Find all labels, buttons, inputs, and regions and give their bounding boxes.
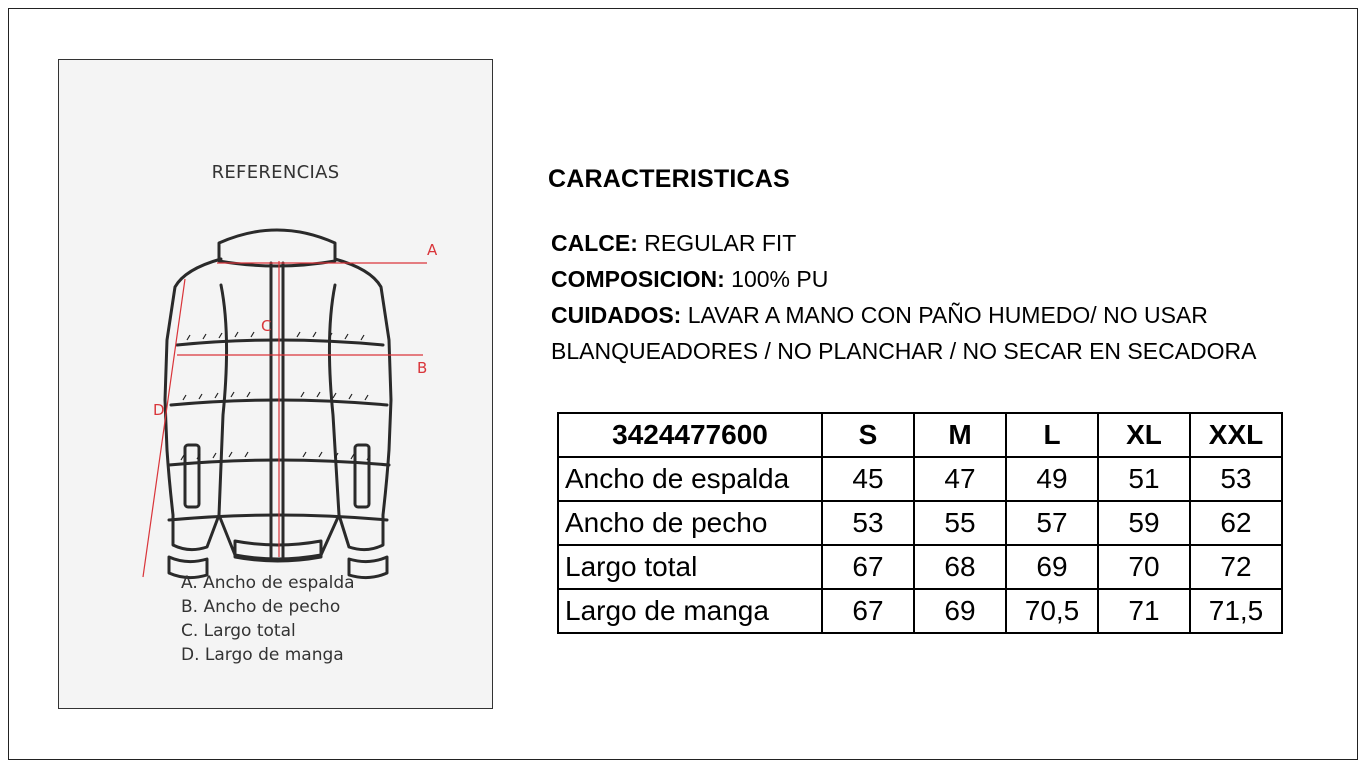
marker-a: A [427, 241, 437, 259]
table-cell: 55 [914, 501, 1006, 545]
table-cell: 57 [1006, 501, 1098, 545]
table-header-row [558, 413, 1282, 457]
composicion-value: 100% PU [731, 266, 829, 292]
row-label: Largo total [558, 545, 822, 589]
size-table [557, 412, 1283, 634]
table-cell: 68 [914, 545, 1006, 589]
reference-title: REFERENCIAS [211, 162, 340, 183]
spec-cuidados-cont [551, 333, 1331, 369]
spec-calce [551, 225, 1331, 261]
quilt-stitches [181, 332, 370, 460]
table-cell: 51 [1098, 457, 1190, 501]
table-cell: 47 [914, 457, 1006, 501]
table-row [558, 589, 1282, 633]
calce-value: REGULAR FIT [644, 230, 797, 256]
row-label: Ancho de pecho [558, 501, 822, 545]
marker-c: C [261, 317, 272, 335]
table-cell: 53 [822, 501, 914, 545]
size-header-xxl: XXL [1190, 413, 1282, 457]
reference-card [58, 59, 493, 709]
table-cell: 53 [1190, 457, 1282, 501]
size-header-xl: XL [1098, 413, 1190, 457]
size-header-m: M [914, 413, 1006, 457]
jacket-illustration [137, 215, 437, 595]
table-cell: 69 [914, 589, 1006, 633]
measure-line-d [143, 279, 185, 577]
left-pocket [185, 445, 199, 507]
table-cell: 62 [1190, 501, 1282, 545]
table-cell: 69 [1006, 545, 1098, 589]
table-cell: 72 [1190, 545, 1282, 589]
table-row [558, 501, 1282, 545]
marker-d: D [153, 401, 165, 419]
table-cell: 71 [1098, 589, 1190, 633]
table-cell: 49 [1006, 457, 1098, 501]
composicion-label: COMPOSICION: [551, 266, 725, 292]
cuidados-value-line2: BLANQUEADORES / NO PLANCHAR / NO SECAR EN SECADORA [551, 338, 1257, 364]
jacket-collar [219, 230, 335, 266]
table-cell: 67 [822, 545, 914, 589]
table-row [558, 457, 1282, 501]
table-row [558, 545, 1282, 589]
right-cuff [349, 557, 387, 578]
table-cell: 59 [1098, 501, 1190, 545]
table-cell: 67 [822, 589, 914, 633]
row-label: Ancho de espalda [558, 457, 822, 501]
row-label: Largo de manga [558, 589, 822, 633]
spec-composicion [551, 261, 1331, 297]
size-header-l: L [1006, 413, 1098, 457]
cuidados-label: CUIDADOS: [551, 302, 682, 328]
table-cell: 71,5 [1190, 589, 1282, 633]
table-cell: 70,5 [1006, 589, 1098, 633]
characteristics-list [551, 225, 1331, 369]
legend-item-d: D. Largo de manga [181, 645, 344, 665]
legend-item-c: C. Largo total [181, 621, 296, 641]
calce-label: CALCE: [551, 230, 638, 256]
characteristics-title: CARACTERISTICAS [548, 165, 790, 193]
legend-item-a: A. Ancho de espalda [181, 573, 355, 593]
reference-legend [181, 571, 355, 667]
table-cell: 70 [1098, 545, 1190, 589]
table-cell: 45 [822, 457, 914, 501]
cuidados-value-line1: LAVAR A MANO CON PAÑO HUMEDO/ NO USAR [687, 302, 1208, 328]
marker-b: B [417, 359, 428, 377]
legend-item-b: B. Ancho de pecho [181, 597, 341, 617]
product-code-header: 3424477600 [558, 413, 822, 457]
size-header-s: S [822, 413, 914, 457]
spec-cuidados [551, 297, 1331, 333]
right-pocket [355, 445, 369, 507]
